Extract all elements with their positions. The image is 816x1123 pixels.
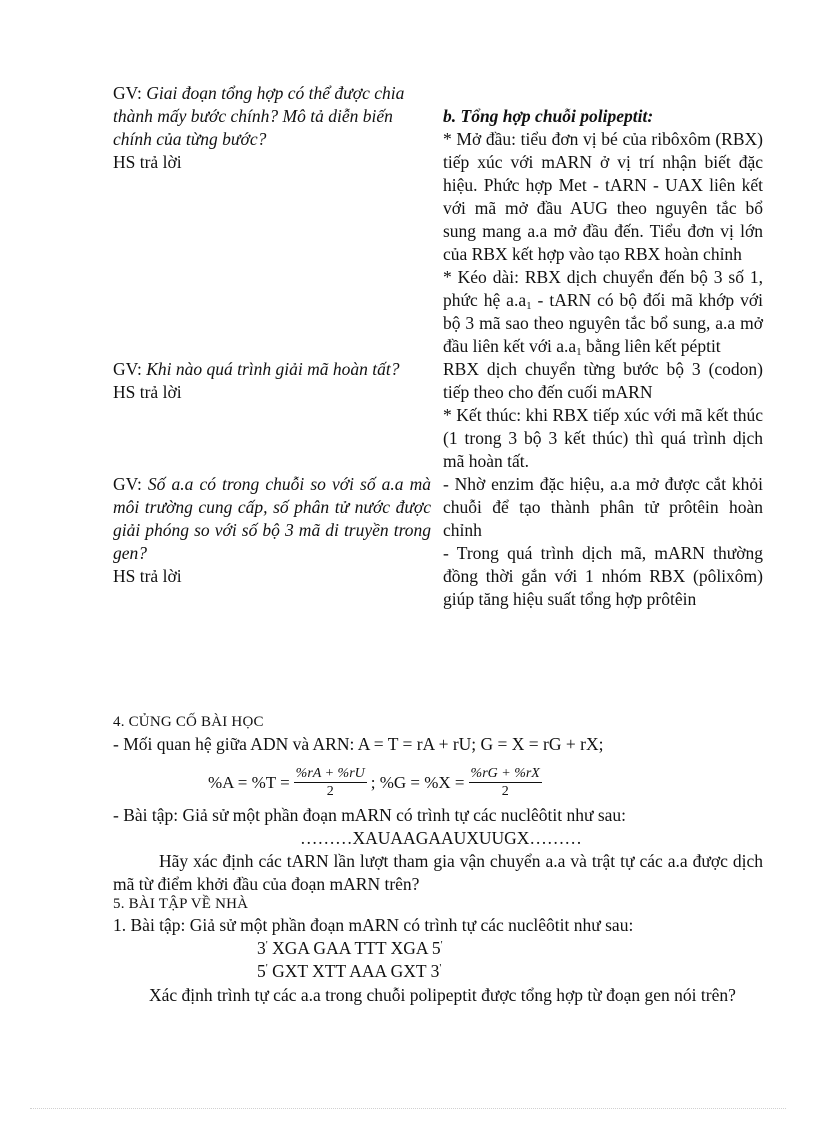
subscript: 1 xyxy=(576,346,582,358)
strand-end: 3 xyxy=(257,938,266,958)
paragraph-initiation: * Mở đầu: tiểu đơn vị bé của ribôxôm (RBX) tiếp xúc với mARN ở vị trí nhận biết đặc hiệu. Phức hợp Met - tARN - UAX liên kết với mã mở đầu AUG theo nguyên tắc bổ sung mang a.a mở đầu đến. Tiểu đơn vị lớn của RBX kết hợp vào tạo RBX hoàn chỉnh xyxy=(443,129,763,264)
prime: ' xyxy=(265,962,268,974)
exercise-intro: - Bài tập: Giả sử một phần đoạn mARN có trình tự các nuclêôtit như sau: xyxy=(113,805,627,825)
student-answer-label: HS trả lời xyxy=(113,382,182,402)
teacher-column xyxy=(113,358,443,473)
content-column xyxy=(443,473,763,611)
paragraph-elongation xyxy=(443,266,763,358)
gv-label: GV: xyxy=(113,474,148,494)
gv-question-text: Giai đoạn tổng hợp có thể được chia thành mấy bước chính? Mô tả diễn biến chính của từng bước? xyxy=(113,83,405,149)
student-answer-label: HS trả lời xyxy=(113,566,182,586)
subscript: 1 xyxy=(526,300,532,312)
gv-label: GV: xyxy=(113,83,147,103)
prime: ' xyxy=(439,962,442,974)
qa-row-2 xyxy=(113,358,763,473)
student-answer-label: HS trả lời xyxy=(113,152,182,172)
percent-formula xyxy=(208,762,546,802)
strand-1 xyxy=(257,937,657,960)
paragraph-enzyme: - Nhờ enzim đặc hiệu, a.a mở được cắt khỏi chuỗi để tạo thành phân tử prôtêin hoàn chỉnh xyxy=(443,474,763,540)
teacher-question xyxy=(113,358,431,381)
gv-question-text: Khi nào quá trình giải mã hoàn tất? xyxy=(146,359,400,379)
teacher-question xyxy=(113,473,431,565)
content-column xyxy=(443,358,763,473)
exercise-question: Hãy xác định các tARN lần lượt tham gia vận chuyển a.a và trật tự các a.a được dịch mã từ điểm khởi đầu của đoạn mARN trên? xyxy=(113,851,763,894)
fraction-numerator: %rA + %rU xyxy=(295,765,365,781)
paragraph-polysome: - Trong quá trình dịch mã, mARN thường đồng thời gắn với 1 nhóm RBX (pôlixôm) giúp tăng hiệu suất tổng hợp prôtêin xyxy=(443,543,763,609)
gv-label: GV: xyxy=(113,359,147,379)
fraction-denominator: 2 xyxy=(501,783,509,799)
marn-sequence: ………XAUAAGAAUXUUGX……… xyxy=(300,828,582,848)
content-column xyxy=(443,82,763,358)
fraction-ag xyxy=(294,765,367,800)
fraction-gx xyxy=(469,765,542,800)
page-footer-divider xyxy=(30,1108,786,1109)
strand-2 xyxy=(257,960,657,983)
section-4-heading: 4. CỦNG CỐ BÀI HỌC xyxy=(113,714,264,730)
formula-mid: ; %G = %X = xyxy=(370,772,465,792)
qa-table xyxy=(113,82,763,611)
fraction-numerator: %rG + %rX xyxy=(470,765,540,781)
strand-codons: GXT XTT AAA GXT 3 xyxy=(267,961,440,981)
strand-end: 5 xyxy=(257,961,266,981)
section-5-heading: 5. BÀI TẬP VỀ NHÀ xyxy=(113,896,249,912)
prime: ' xyxy=(440,939,443,951)
qa-row-1 xyxy=(113,82,763,358)
section-heading: b. Tổng hợp chuỗi polipeptit: xyxy=(443,106,654,126)
homework-question: Xác định trình tự các a.a trong chuỗi polipeptit được tổng hợp từ đoạn gen nói trên? xyxy=(149,985,736,1005)
paragraph-translocation: RBX dịch chuyển từng bước bộ 3 (codon) tiếp theo cho đến cuối mARN xyxy=(443,359,763,402)
homework-exercise: 1. Bài tập: Giả sử một phần đoạn mARN có trình tự các nuclêôtit như sau: xyxy=(113,915,634,935)
fraction-denominator: 2 xyxy=(326,783,334,799)
gv-question-text: Số a.a có trong chuỗi so với số a.a mà môi trường cung cấp, số phân tử nước được giải phóng so với số bộ 3 mã di truyền trong gen? xyxy=(113,474,431,563)
teacher-column xyxy=(113,473,443,611)
adn-arn-relation: - Mối quan hệ giữa ADN và ARN: A = T = rA + rU; G = X = rG + rX; xyxy=(113,734,604,754)
formula-left: %A = %T = xyxy=(208,772,290,792)
text-part: * Kéo dài: RBX dịch chuyển đến bộ 3 số 1, phức hệ a.a xyxy=(443,267,763,310)
prime: ' xyxy=(265,939,268,951)
paragraph-termination: * Kết thúc: khi RBX tiếp xúc với mã kết thúc (1 trong 3 bộ 3 kết thúc) thì quá trình dịch mã hoàn tất. xyxy=(443,405,763,471)
teacher-question xyxy=(113,82,431,151)
qa-row-3 xyxy=(113,473,763,611)
text-part: - tARN có bộ đối mã khớp với bộ 3 mã sao theo nguyên tắc bổ sung, a.a mở đầu liên kết với a.a xyxy=(443,290,763,356)
teacher-column xyxy=(113,82,443,358)
strand-codons: XGA GAA TTT XGA 5 xyxy=(267,938,441,958)
text-part: bằng liên kết péptit xyxy=(581,336,721,356)
